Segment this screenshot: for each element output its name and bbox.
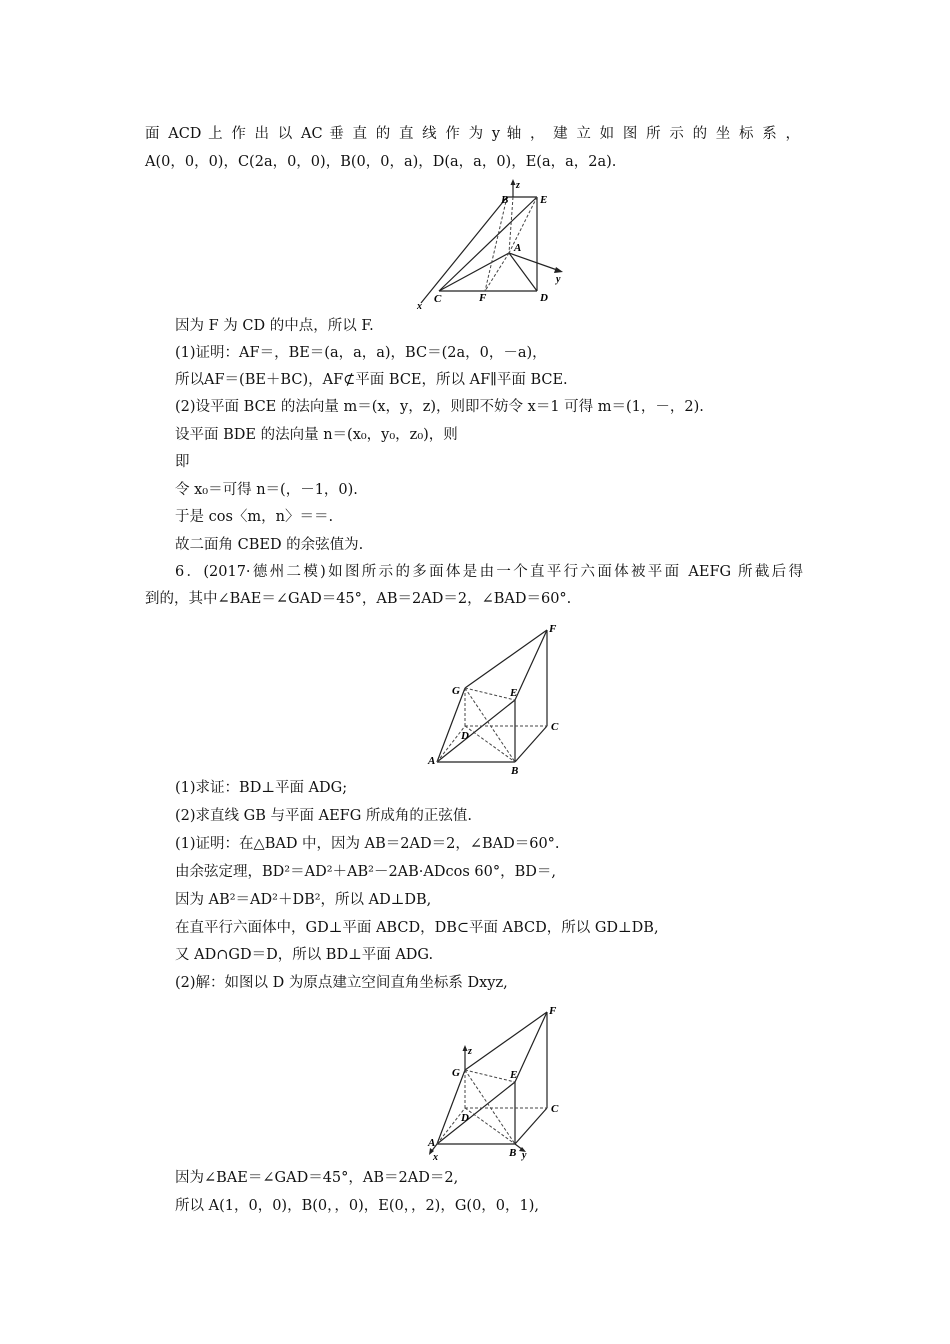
text-line: 令 x₀＝可得 n＝(，－1，0). [175,482,358,498]
figure-pyramid-coordinates [415,175,575,310]
label-E: E [540,194,548,206]
axis-x-label: x [433,1152,438,1162]
text-line: (1)求证：BD⊥平面 ADG; [175,780,348,796]
text-line: A(0，0，0)，C(2a，0，0)，B(0，0，a)，D(a，a，0)，E(a，a，2a). [145,154,617,170]
label-A: A [428,755,436,767]
label-C: C [551,1103,559,1115]
axis-y-label: y [522,1150,527,1161]
label-G: G [452,685,460,697]
text-line: 故二面角 CBED 的余弦值为. [175,537,364,553]
label-D: D [540,292,548,304]
label-B: B [509,1147,517,1159]
label-A: A [514,242,522,254]
label-D: D [461,730,469,742]
label-B: B [511,765,519,776]
figure-polyhedron [425,618,585,776]
text-line: 在直平行六面体中，GD⊥平面 ABCD，DB⊂平面 ABCD，所以 GD⊥DB, [175,920,659,936]
label-G: G [452,1067,460,1079]
text-line: 由余弦定理，BD²＝AD²＋AB²－2AB·ADcos 60°，BD＝, [175,864,556,880]
axis-y-label: y [556,274,561,285]
problem-6-line-2: 到的，其中∠BAE＝∠GAD＝45°，AB＝2AD＝2，∠BAD＝60°. [145,591,572,607]
label-D: D [461,1112,469,1124]
problem-6-line-1: 6．(2017·德州二模)如图所示的多面体是由一个直平行六面体被平面 AEFG 所截后得 [175,564,803,580]
label-E: E [510,687,518,699]
text-line: (2)设平面 BCE 的法向量 m＝(x，y，z)，则即不妨令 x＝1 可得 m＝(1，－，2). [175,399,704,415]
text-line: 因为∠BAE＝∠GAD＝45°，AB＝2AD＝2, [175,1170,459,1186]
text-line: (1)证明：在△BAD 中，因为 AB＝2AD＝2，∠BAD＝60°. [175,836,560,852]
axis-x-label: x [417,301,422,310]
label-C: C [551,721,559,733]
label-C: C [434,293,442,305]
text-line: (2)求直线 GB 与平面 AEFG 所成角的正弦值. [175,808,473,824]
label-F: F [479,292,487,304]
text-line: 所以 A(1，0，0)，B(0，，0)，E(0，，2)，G(0，0，1), [175,1198,540,1214]
text-line: 设平面 BDE 的法向量 n＝(x₀，y₀，z₀)，则 [175,427,458,443]
label-A: A [428,1137,436,1149]
text-line: 因为 F 为 CD 的中点，所以 F. [175,318,374,334]
label-F: F [549,623,557,635]
text-line: (1)证明：AF＝，BE＝(a，a，a)，BC＝(2a，0，－a)， [175,345,547,361]
text-line: 所以AF＝(BE＋BC)，AF⊄平面 BCE，所以 AF∥平面 BCE. [175,372,568,388]
axis-z-label: z [468,1046,472,1057]
label-B: B [501,194,509,206]
text-line: (2)解：如图以 D 为原点建立空间直角坐标系 Dxyz, [175,975,508,991]
text-line: 面 ACD 上 作 出 以 AC 垂 直 的 直 线 作 为 y 轴 ， 建 立 如 图 所 示 的 坐 标 系 ， [145,126,800,142]
axis-z-label: z [516,180,520,191]
text-line: 又 AD∩GD＝D，所以 BD⊥平面 ADG. [175,947,434,963]
text-line: 即 [175,454,190,470]
label-E: E [510,1069,518,1081]
label-F: F [549,1005,557,1017]
text-line: 于是 cos〈m，n〉＝＝. [175,509,334,525]
figure-polyhedron-coordinates [425,1000,585,1162]
text-line: 因为 AB²＝AD²＋DB²，所以 AD⊥DB, [175,892,432,908]
